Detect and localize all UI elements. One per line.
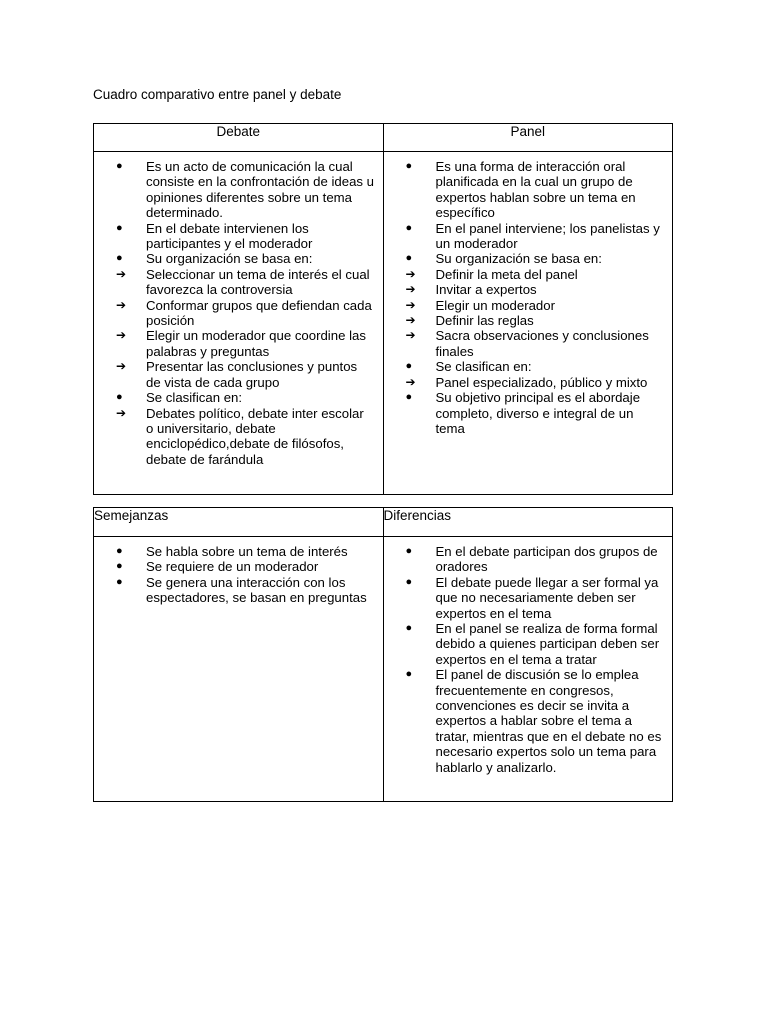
debate-cell — [94, 152, 384, 495]
list-item — [406, 621, 665, 667]
bullet-marker-icon: ● — [405, 160, 413, 172]
list-item — [406, 267, 665, 282]
list-item — [406, 221, 665, 252]
list-item-text: Invitar a expertos — [435, 282, 537, 298]
list-item — [116, 159, 375, 221]
list-item-text: Es una forma de interacción oral planificada en la cual un grupo de expertos hablan sobre un tema en específico — [435, 159, 636, 221]
bullet-marker-icon: ● — [405, 545, 413, 557]
list-item — [116, 359, 375, 390]
table-header-row — [94, 508, 673, 537]
list-item — [116, 298, 375, 329]
list-item — [116, 221, 375, 252]
arrow-marker-icon: ➔ — [405, 266, 416, 281]
arrow-marker-icon: ➔ — [405, 374, 416, 389]
list-item-text: Se habla sobre un tema de interés — [146, 544, 348, 559]
bullet-marker-icon: ● — [405, 221, 413, 234]
list-item — [406, 159, 665, 221]
list-item — [116, 267, 375, 298]
list-item — [406, 575, 665, 621]
header-debate: Debate — [94, 124, 384, 152]
list-item-text: Su organización se basa en: — [435, 251, 602, 267]
arrow-marker-icon: ➔ — [405, 282, 416, 297]
header-panel: Panel — [383, 124, 673, 152]
header-diferencias: Diferencias — [383, 508, 673, 537]
arrow-marker-icon: ➔ — [116, 405, 127, 420]
table-header-row — [94, 124, 673, 152]
arrow-marker-icon: ➔ — [116, 297, 127, 312]
list-item-text: En el debate intervienen los participantes y el moderador — [146, 220, 313, 252]
bullet-marker-icon: ● — [116, 575, 123, 588]
comparison-table-similarities-differences — [93, 507, 673, 802]
list-item-text: En el debate participan dos grupos de oradores — [435, 544, 658, 575]
list-item — [406, 667, 665, 775]
list-item — [116, 251, 375, 266]
bullet-marker-icon: ● — [116, 160, 123, 172]
list-item-text: Elegir un moderador que coordine las palabras y preguntas — [146, 328, 366, 359]
debate-list — [94, 159, 383, 467]
list-item-text: Se clasifican en: — [146, 390, 243, 406]
bullet-marker-icon: ● — [405, 668, 413, 681]
bullet-marker-icon: ● — [116, 391, 123, 404]
bullet-marker-icon: ● — [405, 391, 413, 404]
diferencias-list — [384, 544, 673, 775]
diferencias-cell — [383, 537, 673, 802]
header-semejanzas: Semejanzas — [94, 508, 384, 537]
list-item-text: Se clasifican en: — [435, 359, 532, 375]
list-item — [406, 298, 665, 313]
document-title: Cuadro comparativo entre panel y debate — [93, 87, 342, 102]
comparison-table-debate-panel — [93, 123, 673, 495]
bullet-marker-icon: ● — [405, 252, 413, 265]
bullet-marker-icon: ● — [116, 560, 123, 573]
list-item-text: Se requiere de un moderador — [146, 559, 319, 575]
list-item-text: Definir las reglas — [435, 313, 534, 329]
list-item-text: Presentar las conclusiones y puntos de vista de cada grupo — [146, 359, 358, 390]
arrow-marker-icon: ➔ — [405, 313, 416, 328]
table-content-row — [94, 152, 673, 495]
list-item — [406, 359, 665, 374]
bullet-marker-icon: ● — [405, 622, 413, 635]
list-item — [406, 390, 665, 436]
list-item — [406, 328, 665, 359]
list-item-text: Seleccionar un tema de interés el cual favorezca la controversia — [146, 266, 370, 298]
arrow-marker-icon: ➔ — [116, 266, 127, 281]
list-item-text: El panel de discusión se lo emplea frecuentemente en congresos, convenciones es decir se invita a expertos a hablar sobre el tema a tratar, mientras que en el debate no es necesario expertos solo un tema para hablarlo y analizarlo. — [435, 667, 662, 775]
list-item-text: Definir la meta del panel — [435, 266, 578, 282]
list-item — [406, 313, 665, 328]
arrow-marker-icon: ➔ — [405, 297, 416, 312]
semejanzas-list — [94, 544, 383, 606]
arrow-marker-icon: ➔ — [116, 359, 127, 374]
list-item-text: Se genera una interacción con los espectadores, se basan en preguntas — [146, 574, 367, 606]
bullet-marker-icon: ● — [405, 360, 413, 373]
list-item-text: Conformar grupos que defiendan cada posición — [146, 297, 372, 329]
list-item — [406, 375, 665, 390]
list-item — [116, 328, 375, 359]
list-item-text: Sacra observaciones y conclusiones finales — [435, 328, 649, 359]
list-item-text: Elegir un moderador — [435, 297, 555, 313]
semejanzas-cell — [94, 537, 384, 802]
list-item — [116, 575, 375, 606]
panel-cell — [383, 152, 673, 495]
bullet-marker-icon: ● — [405, 575, 413, 588]
list-item-text: Su objetivo principal es el abordaje completo, diverso e integral de un tema — [435, 390, 641, 436]
bullet-marker-icon: ● — [116, 221, 123, 234]
arrow-marker-icon: ➔ — [116, 328, 127, 343]
list-item — [406, 544, 665, 575]
list-item — [116, 406, 375, 468]
list-item-text: El debate puede llegar a ser formal ya que no necesariamente deben ser expertos en el tema — [435, 574, 659, 621]
table-content-row — [94, 537, 673, 802]
list-item — [116, 544, 375, 559]
list-item — [116, 390, 375, 405]
list-item-text: En el panel interviene; los panelistas y un moderador — [435, 220, 660, 252]
panel-list — [384, 159, 673, 436]
list-item-text: En el panel se realiza de forma formal debido a quienes participan deben ser expertos en el tema a tratar — [435, 621, 660, 667]
list-item-text: Panel especializado, público y mixto — [435, 374, 648, 390]
list-item-text: Debates político, debate inter escolar o universitario, debate enciclopédico,debate de filósofos, debate de farándula — [146, 405, 364, 467]
list-item — [406, 251, 665, 266]
list-item — [406, 282, 665, 297]
arrow-marker-icon: ➔ — [405, 328, 416, 343]
bullet-marker-icon: ● — [116, 545, 123, 557]
list-item-text: Es un acto de comunicación la cual consiste en la confrontación de ideas u opiniones diferentes sobre un tema determinado. — [146, 159, 374, 221]
list-item — [116, 559, 375, 574]
bullet-marker-icon: ● — [116, 252, 123, 265]
list-item-text: Su organización se basa en: — [146, 251, 313, 267]
